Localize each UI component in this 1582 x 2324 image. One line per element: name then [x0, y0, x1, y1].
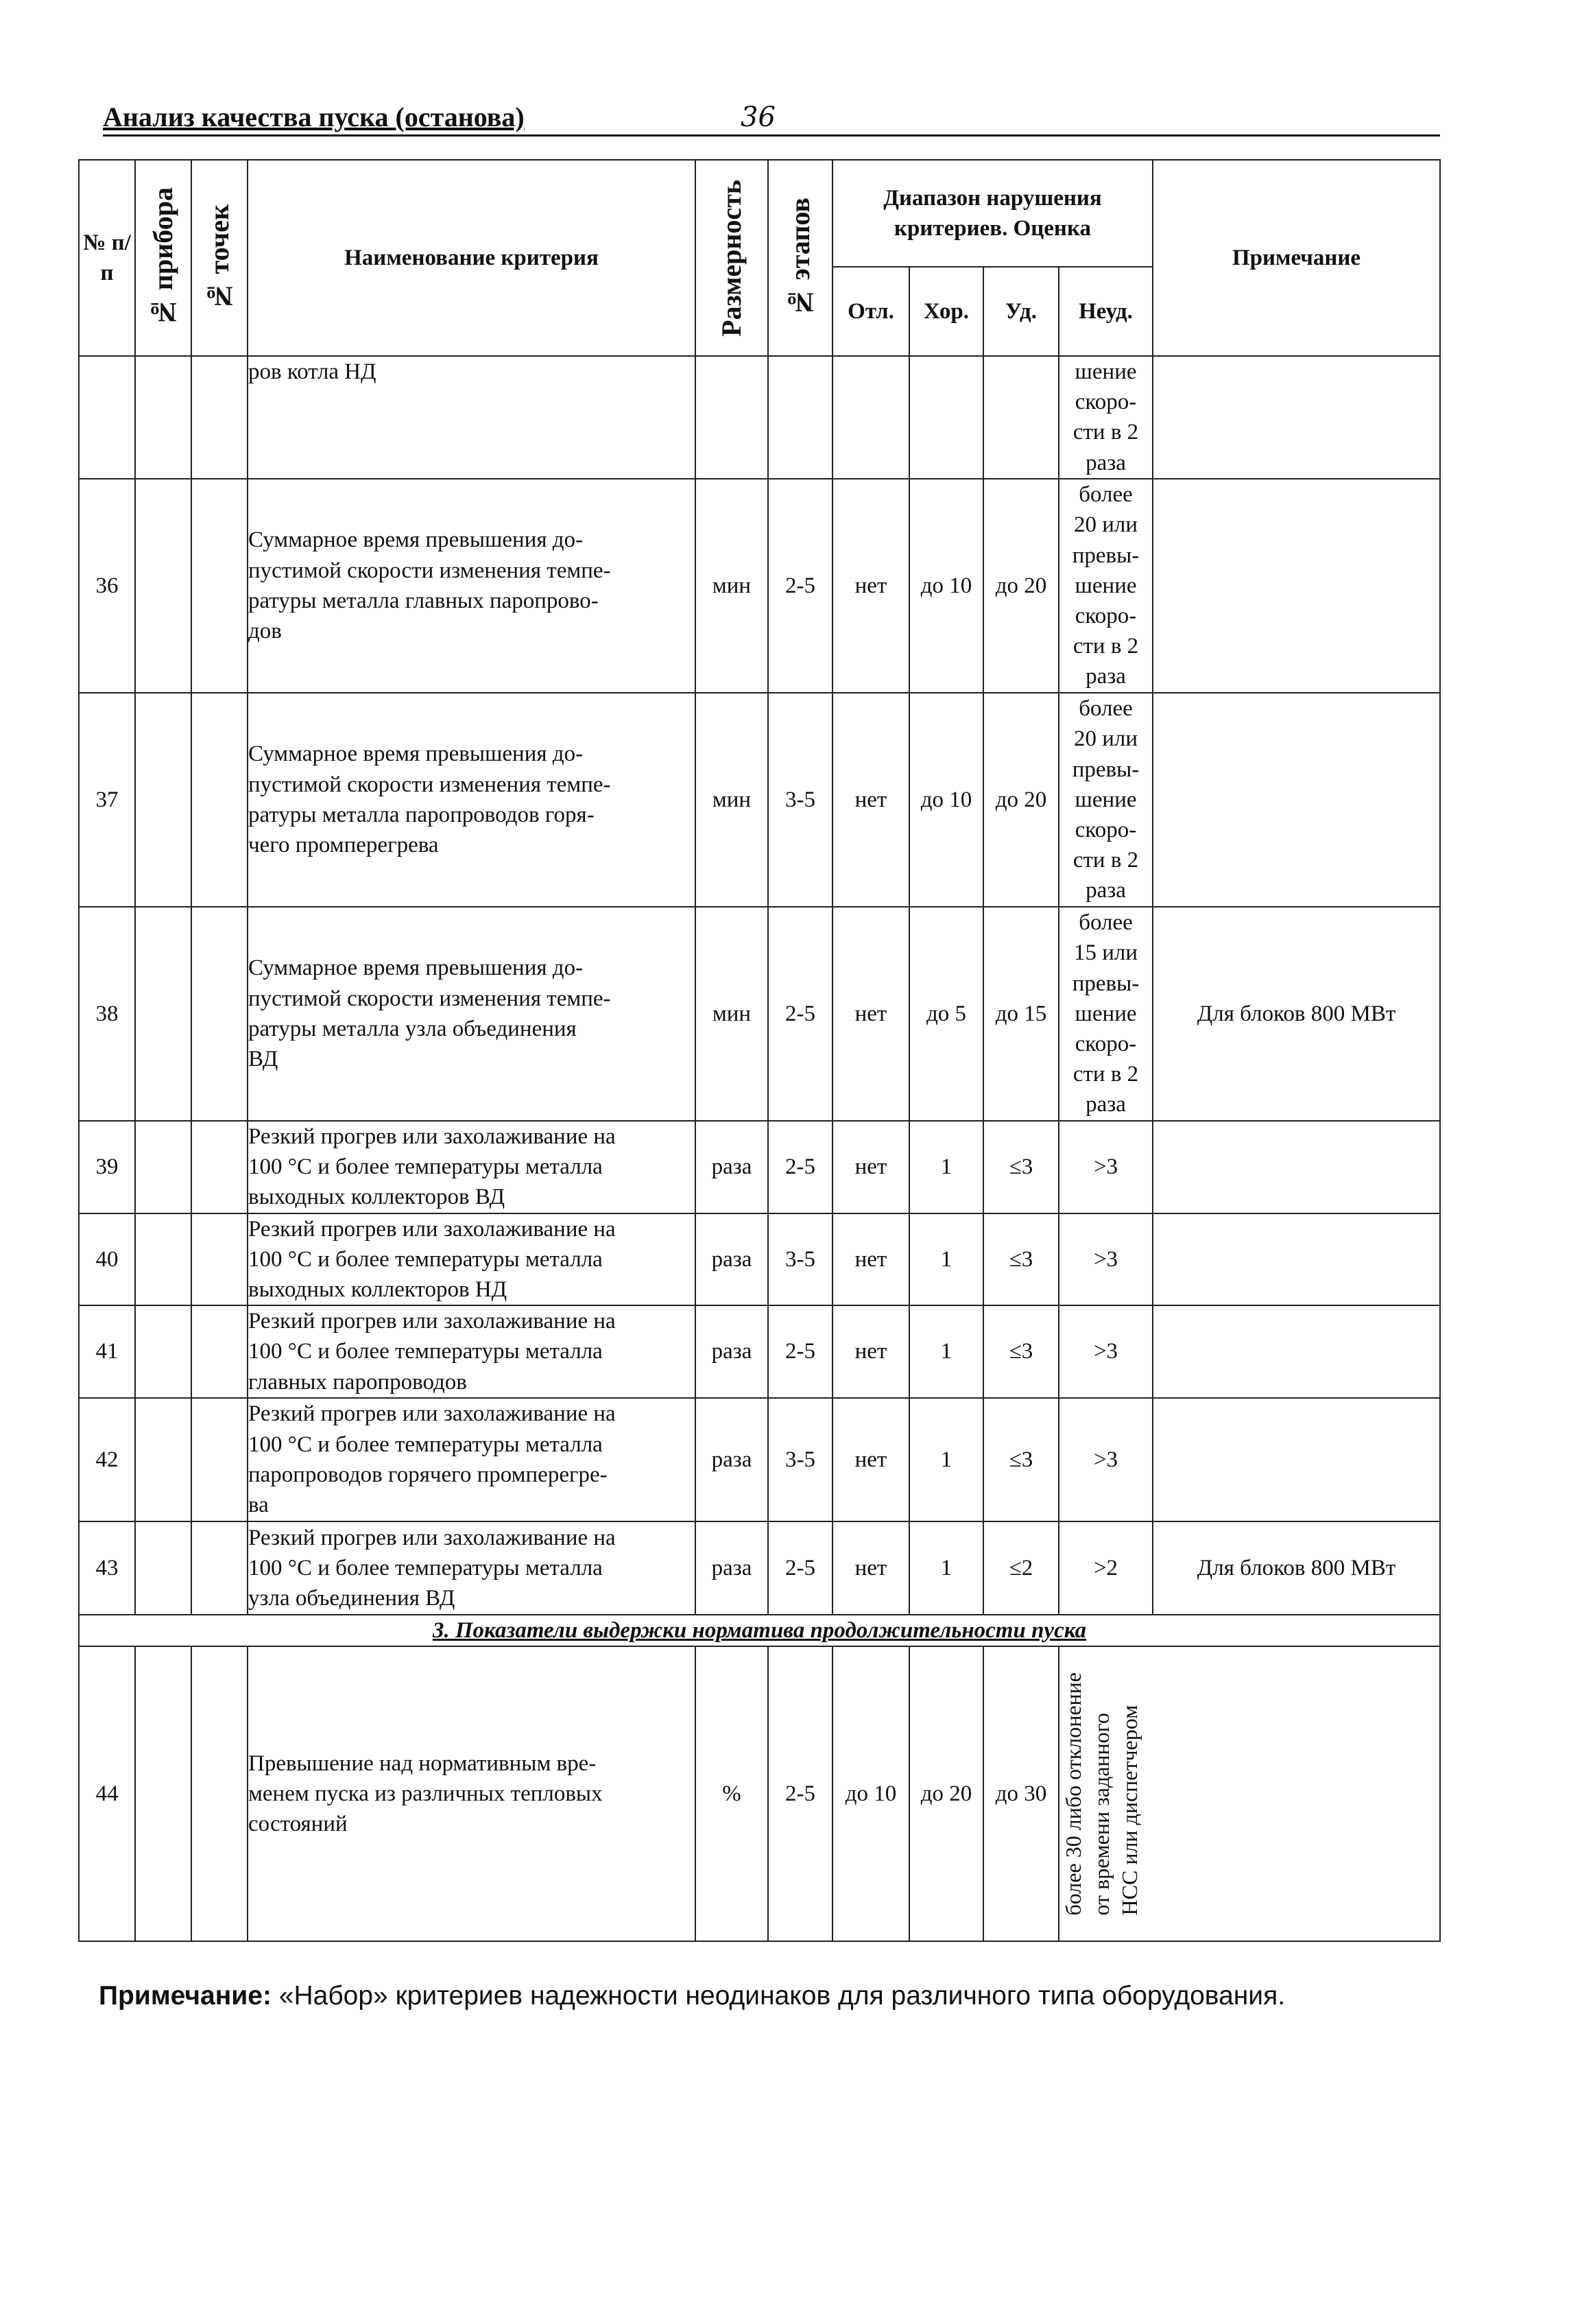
unit-cell: мин	[695, 907, 768, 1121]
unit-cell: раза	[695, 1305, 768, 1398]
name-line: Суммарное время превышения до-	[248, 742, 584, 767]
name-line: Резкий прогрев или захолаживание на	[248, 1124, 616, 1149]
col-points-label: № точек	[204, 204, 235, 312]
rating-line: шение	[1075, 787, 1137, 812]
good-cell: 1	[909, 1213, 983, 1306]
points-cell	[191, 693, 248, 907]
excellent-cell: нет	[832, 1521, 909, 1615]
criterion-name	[248, 1121, 695, 1213]
criterion-name: ров котла НД	[248, 356, 695, 479]
points-cell	[191, 907, 248, 1121]
device-cell	[135, 1521, 191, 1615]
footnote-text: «Набор» критериев надежности неодинаков для различного типа оборудования.	[271, 1981, 1286, 2011]
rating-line: >3	[1093, 1154, 1118, 1180]
name-line: паропроводов горячего промперегре-	[248, 1462, 608, 1487]
unit-cell: мин	[695, 479, 768, 693]
device-cell	[135, 1305, 191, 1398]
device-cell	[135, 1213, 191, 1306]
unit-cell: раза	[695, 1398, 768, 1521]
satisfactory-cell: ≤2	[983, 1521, 1059, 1615]
col-good-header: Хор.	[909, 267, 983, 356]
rating-line: сти в 2	[1072, 1062, 1139, 1087]
device-cell	[135, 1398, 191, 1521]
points-cell	[191, 1305, 248, 1398]
rating-line: 20 или	[1073, 726, 1138, 752]
rating-line: скоро-	[1075, 390, 1137, 415]
good-cell: до 20	[909, 1646, 983, 1941]
rating-line: более 30 либо отклонение	[1061, 1672, 1086, 1916]
unit-cell: мин	[695, 693, 768, 907]
name-line: 100 °С и более температуры металла	[248, 1154, 603, 1180]
section-3-row	[79, 1615, 1440, 1646]
table-row-36	[79, 479, 1440, 693]
rating-line: сти в 2	[1072, 848, 1139, 873]
name-line: менем пуска из различных тепловых	[248, 1781, 603, 1806]
satisfactory-cell: до 20	[983, 693, 1059, 907]
criterion-name	[248, 1213, 695, 1306]
col-name-header: Наименование критерия	[248, 160, 695, 356]
row-number: 41	[79, 1305, 135, 1398]
good-cell: 1	[909, 1398, 983, 1521]
stages-cell: 3-5	[768, 1398, 832, 1521]
rating-line: >3	[1093, 1339, 1118, 1364]
stages-cell: 2-5	[768, 1121, 832, 1213]
unsatisfactory-cell	[1059, 1121, 1153, 1213]
table-row-42	[79, 1398, 1440, 1521]
unit-cell: раза	[695, 1521, 768, 1615]
row-number: 36	[79, 479, 135, 693]
name-line: ратуры металла узла объединения	[248, 1016, 577, 1041]
rating-line: более	[1079, 910, 1133, 936]
unit-cell: раза	[695, 1213, 768, 1306]
table-row-continuation	[79, 356, 1440, 479]
note-cell: Для блоков 800 МВт	[1153, 1521, 1440, 1615]
col-range-group-header: Диапазон нарушения критериев. Оценка	[832, 160, 1153, 267]
unit-cell: раза	[695, 1121, 768, 1213]
page-header	[103, 96, 1440, 137]
criterion-name	[248, 907, 695, 1121]
criterion-name	[248, 693, 695, 907]
good-cell: до 10	[909, 479, 983, 693]
good-cell: 1	[909, 1121, 983, 1213]
points-cell	[191, 1213, 248, 1306]
stages-cell: 2-5	[768, 1305, 832, 1398]
rating-line: раза	[1086, 1092, 1126, 1117]
satisfactory-cell: ≤3	[983, 1121, 1059, 1213]
name-line: ратуры металла паропроводов горя-	[248, 802, 595, 827]
device-cell	[135, 1121, 191, 1213]
note-cell	[1153, 1305, 1440, 1398]
satisfactory-cell: до 30	[983, 1646, 1059, 1941]
note-cell	[1153, 479, 1440, 693]
col-note-header: Примечание	[1153, 160, 1440, 356]
unsatisfactory-cell	[1059, 1521, 1153, 1615]
rating-line: шение	[1075, 359, 1137, 384]
name-line: пустимой скорости изменения темпе-	[248, 986, 611, 1011]
satisfactory-cell: ≤3	[983, 1305, 1059, 1398]
col-excellent-header: Отл.	[832, 267, 909, 356]
unsatisfactory-cell	[1059, 907, 1153, 1121]
col-device-header	[135, 160, 191, 356]
stages-cell: 3-5	[768, 693, 832, 907]
stages-cell: 2-5	[768, 907, 832, 1121]
row-number: 42	[79, 1398, 135, 1521]
excellent-cell: нет	[832, 1121, 909, 1213]
unsatisfactory-vertical-text	[1059, 1672, 1144, 1915]
col-unsatisfactory-header: Неуд.	[1059, 267, 1153, 356]
name-line: 100 °С и более температуры металла	[248, 1555, 603, 1580]
name-line: 100 °С и более температуры металла	[248, 1339, 603, 1364]
page-number: 36	[741, 102, 776, 133]
name-line: выходных коллекторов НД	[248, 1277, 507, 1302]
name-line: ва	[248, 1493, 269, 1518]
row-number: 40	[79, 1213, 135, 1306]
excellent-cell: нет	[832, 479, 909, 693]
name-line: состояний	[248, 1812, 348, 1837]
col-stages-header	[768, 160, 832, 356]
name-line: Резкий прогрев или захолаживание на	[248, 1525, 616, 1550]
table-row-37	[79, 693, 1440, 907]
excellent-cell: нет	[832, 907, 909, 1121]
rating-line: раза	[1086, 664, 1126, 689]
criterion-name	[248, 1305, 695, 1398]
rating-line: раза	[1086, 878, 1126, 903]
points-cell	[191, 1398, 248, 1521]
rating-line: >3	[1093, 1246, 1118, 1272]
stages-cell: 2-5	[768, 1646, 832, 1941]
rating-line: превы-	[1072, 543, 1140, 568]
rating-line: НСС или диспетчером	[1116, 1705, 1142, 1916]
good-cell: до 10	[909, 693, 983, 907]
row-number: 44	[79, 1646, 135, 1941]
col-unit-label: Размерность	[716, 179, 747, 337]
row-number: 39	[79, 1121, 135, 1213]
rating-line: сти в 2	[1072, 420, 1139, 445]
unsatisfactory-cell	[1059, 1398, 1153, 1521]
name-line: узла объединения ВД	[248, 1585, 455, 1611]
rating-line: скоро-	[1075, 817, 1137, 842]
name-line: Резкий прогрев или захолаживание на	[248, 1216, 616, 1242]
unsatisfactory-cell	[1059, 356, 1153, 479]
criteria-table	[78, 159, 1441, 1942]
satisfactory-cell: ≤3	[983, 1213, 1059, 1306]
name-line: дов	[248, 619, 282, 644]
points-cell	[191, 1521, 248, 1615]
device-cell	[135, 479, 191, 693]
name-line: пустимой скорости изменения темпе-	[248, 558, 611, 583]
table-row-44	[79, 1646, 1440, 1941]
table-row-40	[79, 1213, 1440, 1306]
name-line: чего промперегрева	[248, 833, 439, 858]
rating-line: сти в 2	[1072, 634, 1139, 659]
excellent-cell: нет	[832, 693, 909, 907]
rating-line: шение	[1075, 1001, 1137, 1026]
excellent-cell: нет	[832, 1398, 909, 1521]
name-line: 100 °С и более температуры металла	[248, 1246, 603, 1272]
table-row-41	[79, 1305, 1440, 1398]
excellent-cell: до 10	[832, 1646, 909, 1941]
unit-cell: %	[695, 1646, 768, 1941]
section-3-title: 3. Показатели выдержки норматива продолжительности пуска	[79, 1615, 1440, 1646]
good-cell: 1	[909, 1305, 983, 1398]
criterion-name	[248, 1521, 695, 1615]
header-row	[79, 160, 1440, 267]
unsatisfactory-cell	[1059, 1646, 1440, 1941]
page-title: Анализ качества пуска (останова)	[103, 102, 525, 132]
note-cell	[1153, 1121, 1440, 1213]
satisfactory-cell: ≤3	[983, 1398, 1059, 1521]
rating-line: 15 или	[1073, 940, 1138, 966]
rating-line: 20 или	[1073, 512, 1138, 538]
col-unit-header	[695, 160, 768, 356]
rating-line: превы-	[1072, 971, 1140, 996]
col-num-header: № п/п	[79, 160, 135, 356]
table-row-39	[79, 1121, 1440, 1213]
satisfactory-cell: до 15	[983, 907, 1059, 1121]
col-satisfactory-header: Уд.	[983, 267, 1059, 356]
col-points-header	[191, 160, 248, 356]
name-line: главных паропроводов	[248, 1369, 467, 1395]
name-line: 100 °С и более температуры металла	[248, 1432, 603, 1457]
name-line: Превышение над нормативным вре-	[248, 1751, 597, 1776]
rating-line: скоро-	[1075, 1031, 1137, 1056]
stages-cell: 3-5	[768, 1213, 832, 1306]
col-device-label: № прибора	[147, 187, 179, 329]
col-stages-label: № этапов	[784, 198, 816, 318]
rating-line: шение	[1075, 573, 1137, 598]
rating-line: от времени заданного	[1088, 1712, 1114, 1916]
footnote	[99, 1981, 1470, 2011]
rating-line: >3	[1093, 1447, 1118, 1472]
rating-line: скоро-	[1075, 603, 1137, 628]
row-number: 43	[79, 1521, 135, 1615]
note-cell	[1153, 1398, 1440, 1521]
unsatisfactory-cell	[1059, 1213, 1153, 1306]
unsatisfactory-cell	[1059, 693, 1153, 907]
rating-line: раза	[1086, 450, 1126, 475]
name-line: Суммарное время превышения до-	[248, 956, 584, 981]
footnote-label: Примечание:	[99, 1981, 272, 2011]
row-number: 37	[79, 693, 135, 907]
excellent-cell: нет	[832, 1213, 909, 1306]
unsatisfactory-cell	[1059, 1305, 1153, 1398]
device-cell	[135, 693, 191, 907]
device-cell	[135, 907, 191, 1121]
name-line: выходных коллекторов ВД	[248, 1185, 505, 1210]
rating-line: >2	[1093, 1555, 1118, 1580]
criterion-name	[248, 479, 695, 693]
name-line: ВД	[248, 1047, 278, 1072]
excellent-cell: нет	[832, 1305, 909, 1398]
table-row-38	[79, 907, 1440, 1121]
satisfactory-cell: до 20	[983, 479, 1059, 693]
name-line: ратуры металла главных паропрово-	[248, 588, 599, 613]
points-cell	[191, 1121, 248, 1213]
rating-line: превы-	[1072, 757, 1140, 782]
stages-cell: 2-5	[768, 1521, 832, 1615]
criterion-name	[248, 1398, 695, 1521]
name-line: Резкий прогрев или захолаживание на	[248, 1401, 616, 1427]
good-cell: до 5	[909, 907, 983, 1121]
rating-line: более	[1079, 696, 1133, 722]
criterion-name	[248, 1646, 695, 1941]
unsatisfactory-cell	[1059, 479, 1153, 693]
note-cell	[1153, 1213, 1440, 1306]
stages-cell: 2-5	[768, 479, 832, 693]
rating-line: более	[1079, 482, 1133, 508]
name-line: Суммарное время превышения до-	[248, 527, 584, 553]
name-line: Резкий прогрев или захолаживание на	[248, 1309, 616, 1334]
good-cell: 1	[909, 1521, 983, 1615]
points-cell	[191, 479, 248, 693]
note-cell	[1153, 693, 1440, 907]
note-cell: Для блоков 800 МВт	[1153, 907, 1440, 1121]
name-line: пустимой скорости изменения темпе-	[248, 772, 611, 797]
row-number: 38	[79, 907, 135, 1121]
table-row-43	[79, 1521, 1440, 1615]
